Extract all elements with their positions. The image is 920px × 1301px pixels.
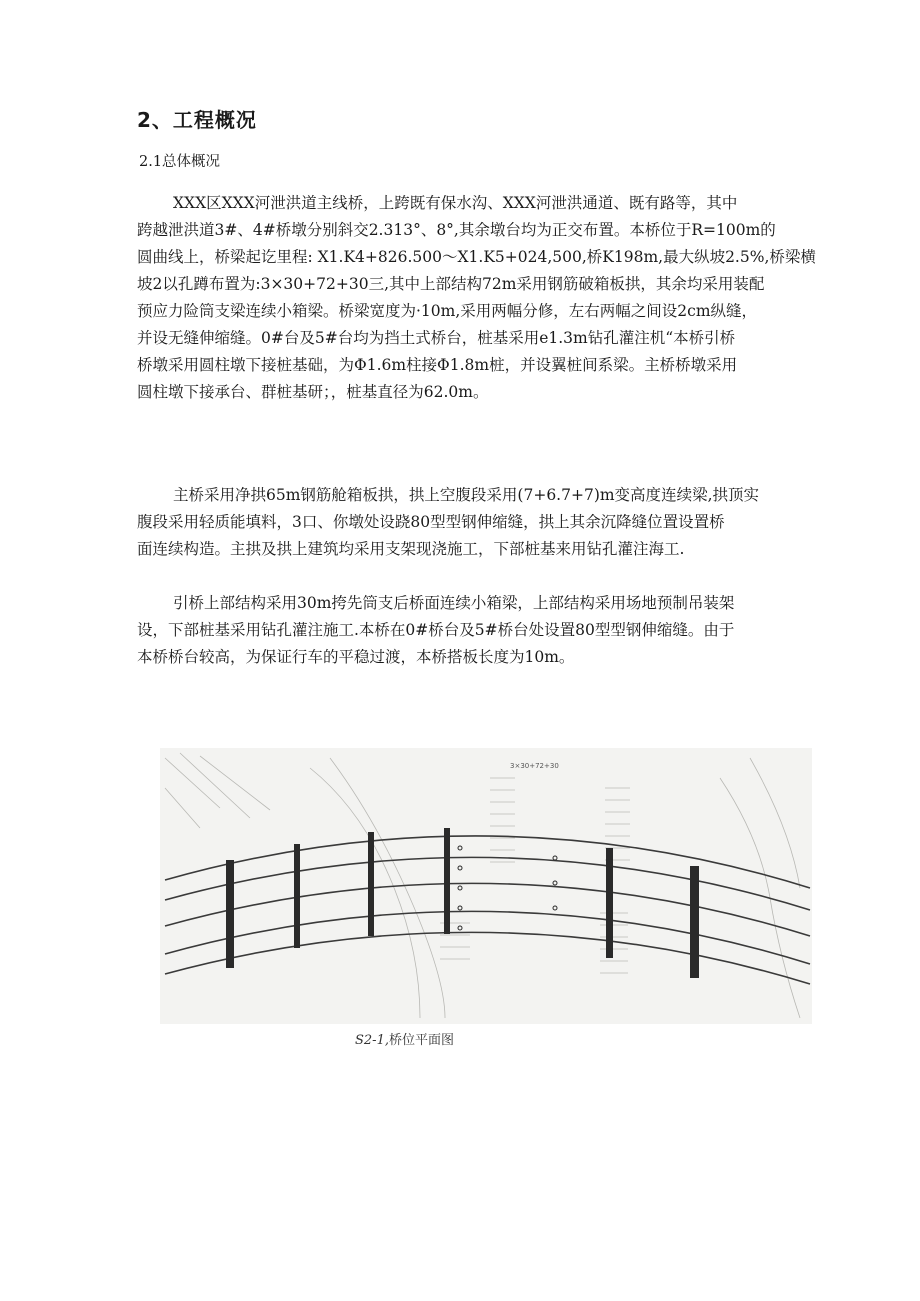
paragraph-line: 设，下部桩基采用钻孔灌注施工.本桥在0#桥台及5#桥台处设置80型型钢伸缩缝。由于 [137, 621, 735, 639]
bridge-plan-svg [160, 748, 812, 1024]
paragraph-line: 面连续构造。主拱及拱上建筑均采用支架现浇施工，下部桩基来用钻孔灌注海工. [137, 540, 685, 558]
paragraph-line: 引桥上部结构采用30m挎先筒支后桥面连续小箱梁，上部结构采用场地预制吊装架 [173, 594, 735, 612]
paragraph-line: 本桥桥台较高，为保证行车的平稳过渡，本桥搭板长度为10m。 [137, 648, 575, 666]
paragraph-line: 跨越泄洪道3#、4#桥墩分别斜交2.313°、8°,其余墩台均为正交布置。本桥位于R=100m的 [137, 221, 776, 239]
paragraph-line: 坡2以孔蹲布置为:3×30+72+30三,其中上部结构72m采用钢筋破箱板拱，其余均采用装配 [137, 275, 765, 293]
paragraph-line: 圆曲线上，桥梁起讫里程: X1.K4+826.500～X1.K5+024,500,桥K198m,最大纵坡2.5%,桥梁横 [137, 248, 816, 266]
paragraph-line: XXX区XXX河泄洪道主线桥，上跨既有保水沟、XXX河泄洪通道、既有路等，其中 [173, 194, 738, 212]
bridge-deck-lines [165, 836, 810, 984]
paragraph-line: 圆柱墩下接承台、群桩基研；，桩基直径为62.0m。 [137, 383, 489, 401]
field-hatching [440, 778, 630, 973]
section-heading: 2、工程概况 [137, 108, 257, 132]
paragraph-line: 桥墩采用圆柱墩下接桩基础，为Φ1.6m柱接Φ1.8m桩，并设翼桩间系梁。主桥桥墩采用 [137, 356, 738, 374]
figure-caption-number: S2-1, [355, 1033, 389, 1048]
paragraph-line: 主桥采用净拱65m钢筋舱箱板拱，拱上空腹段采用(7+6.7+7)m变高度连续梁,拱顶实 [173, 486, 759, 504]
figure-caption-text: 桥位平面图 [388, 1033, 454, 1048]
paragraph-line: 预应力险筒支梁连续小箱梁。桥梁宽度为·10m,采用两幅分修，左右两幅之间设2cm纵缝， [137, 302, 758, 320]
paragraph-main-bridge [137, 482, 785, 563]
paragraph-overview [137, 190, 816, 406]
paragraph-line: 腹段采用轻质能填料，3口、你墩处设跷80型型钢伸缩缝，拱上其余沉降缝位置设置桥 [137, 513, 725, 531]
terrain-hatching [165, 753, 800, 1018]
paragraph-approach-bridge [137, 590, 785, 671]
paragraph-line: 并设无缝伸缩缝。0#台及5#台均为挡土式桥台，桩基采用e1.3m钻孔灌注机“本桥引桥 [137, 329, 736, 347]
bridge-plan-drawing [160, 748, 812, 1024]
bridge-piers [226, 828, 699, 978]
subsection-heading: 2.1总体概况 [139, 154, 221, 170]
drawing-span-label: 3×30+72+30 [510, 762, 559, 770]
figure-caption [355, 1029, 454, 1048]
